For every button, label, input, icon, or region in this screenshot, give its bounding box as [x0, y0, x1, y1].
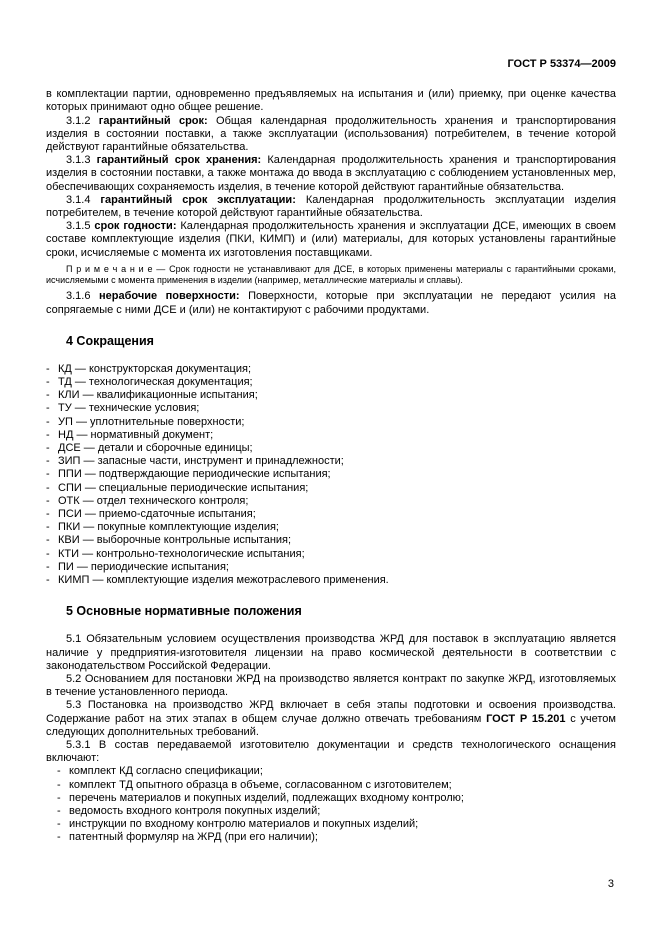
gost-reference: ГОСТ Р 15.201: [486, 712, 566, 725]
list-dash: -: [46, 415, 50, 428]
list-dash: -: [57, 804, 61, 817]
list-item: - КЛИ — квалификационные испытания;: [46, 389, 258, 402]
paragraph-5-2: 5.2 Основанием для постановки ЖРД на производство является контракт по закупке ЖРД, изготовляемых в течение установленного периода.: [46, 672, 616, 699]
list-item: - КД — конструкторская документация;: [46, 362, 251, 375]
term-3-1-2: [46, 115, 616, 155]
list-dash: -: [46, 521, 50, 534]
doc-number: ГОСТ Р 53374—2009: [507, 58, 616, 70]
term-definition: Поверхности, которые при эксплуатации не передают усилия на сопрягаемые с ними ДСЕ и (или) не контактируют с рабочими продуктами.: [46, 290, 616, 316]
term-3-1-4: [46, 194, 616, 220]
term-number: 3.1.6: [66, 290, 91, 303]
paragraph-5-3-1: 5.3.1 В состав передаваемой изготовителю документации и средств технологического оснащения включают:: [46, 738, 616, 765]
term-definition: Календарная продолжительность хранения и транспортирования изделия в состоянии поставки, а также монтажа до ввода в эксплуатацию с соблюдением установленных мер, обеспечивающих сохраняемость изделия, в течение которой действуют гарантийные обязательства.: [46, 154, 616, 193]
list-item: - КВИ — выборочные контрольные испытания;: [46, 534, 292, 547]
term-number: 3.1.2: [66, 114, 91, 127]
documentation-list: [46, 765, 616, 844]
section-4-title: 4 Сокращения: [66, 333, 154, 348]
list-item: - инструкции по входному контролю материалов и покупных изделий;: [57, 818, 419, 831]
list-item: - ДСЕ — детали и сборочные единицы;: [46, 442, 253, 455]
list-dash: -: [46, 508, 50, 521]
term-3-1-5: [46, 220, 616, 260]
list-dash: -: [57, 831, 61, 844]
term-number: 3.1.5: [66, 220, 91, 233]
list-dash: -: [46, 402, 50, 415]
page-content: [46, 58, 616, 845]
list-item: - патентный формуляр на ЖРД (при его наличии);: [57, 831, 318, 844]
list-dash: -: [46, 494, 50, 507]
term-name: срок годности:: [94, 220, 177, 233]
paragraph-5-3: 5.3 Постановка на производство ЖРД включает в себя этапы подготовки и освоения производства. Содержание работ на этих этапах в общем случае должно отвечать требованиям ГОСТ Р 15.201 с учетом следующих дополнительных требований.: [46, 699, 616, 738]
term-3-1-3: [46, 154, 616, 194]
term-name: гарантийный срок:: [98, 114, 208, 127]
list-dash: -: [46, 574, 50, 587]
intro-paragraph: в комплектации партии, одновременно предъявляемых на испытания и (или) приемку, при оценке качества которых принимают одно общее решение.: [46, 88, 616, 114]
term-number: 3.1.3: [66, 154, 91, 167]
list-item: - ПКИ — покупные комплектующие изделия;: [46, 521, 279, 534]
list-item: - ПСИ — приемо-сдаточные испытания;: [46, 508, 256, 521]
list-item: - комплект ТД опытного образца в объеме, согласованном с изготовителем;: [57, 778, 452, 791]
list-item: - ОТК — отдел технического контроля;: [46, 494, 249, 507]
list-dash: -: [46, 389, 50, 402]
list-item: - ПИ — периодические испытания;: [46, 560, 229, 573]
list-item: - ТУ — технические условия;: [46, 402, 200, 415]
list-item: - ведомость входного контроля покупных изделий;: [57, 804, 321, 817]
section-5-title: 5 Основные нормативные положения: [66, 604, 302, 619]
list-item: - СПИ — специальные периодические испытания;: [46, 481, 309, 494]
list-item: - УП — уплотнительные поверхности;: [46, 415, 245, 428]
list-item: - КТИ — контрольно-технологические испытания;: [46, 547, 305, 560]
term-name: гарантийный срок хранения:: [96, 154, 262, 167]
term-3-1-6: [46, 290, 616, 316]
list-dash: -: [57, 778, 61, 791]
term-definition: Общая календарная продолжительность хранения и транспортирования изделия в состоянии поставки, а также эксплуатации (использования) потребителем, в течение которой действуют гарантийные обязательства.: [46, 114, 616, 154]
list-dash: -: [46, 442, 50, 455]
list-dash: -: [46, 362, 50, 375]
list-item: - перечень материалов и покупных изделий, подлежащих входному контролю;: [57, 791, 464, 804]
list-item: - КИМП — комплектующие изделия межотраслевого применения.: [46, 574, 389, 587]
list-dash: -: [57, 791, 61, 804]
term-definition: Календарная продолжительность эксплуатации изделия потребителем, в течение которой действуют гарантийные обязательства.: [46, 193, 616, 220]
list-dash: -: [46, 547, 50, 560]
list-dash: -: [46, 534, 50, 547]
abbreviations-list: [46, 363, 616, 587]
list-dash: -: [46, 376, 50, 389]
list-item: - ППИ — подтверждающие периодические испытания;: [46, 468, 331, 481]
doc-header: [46, 58, 616, 71]
term-number: 3.1.4: [66, 193, 91, 206]
list-dash: -: [57, 765, 61, 778]
list-item: - комплект КД согласно спецификации;: [57, 765, 263, 778]
list-dash: -: [46, 428, 50, 441]
list-dash: -: [46, 455, 50, 468]
list-item: - ЗИП — запасные части, инструмент и принадлежности;: [46, 455, 344, 468]
list-dash: -: [46, 481, 50, 494]
list-dash: -: [46, 560, 50, 573]
page-number: 3: [607, 878, 614, 890]
list-item: - НД — нормативный документ;: [46, 428, 214, 441]
term-name: гарантийный срок эксплуатации:: [100, 193, 296, 206]
list-dash: -: [57, 818, 61, 831]
list-dash: -: [46, 468, 50, 481]
note-paragraph: П р и м е ч а н и е — Срок годности не устанавливают для ДСЕ, в которых применены материалы с гарантийными сроками, исчисляемыми с момента применения в изделии (например, металлические материалы и сплавы).: [46, 263, 616, 286]
term-definition: Календарная продолжительность хранения и эксплуатации ДСЕ, имеющих в своем составе комплектующие изделия (ПКИ, КИМП) и (или) материалы, для которых установлены гарантийные сроки, исчисляемые с момента их изготовления поставщиками.: [46, 220, 616, 259]
paragraph-5-1: 5.1 Обязательным условием осуществления производства ЖРД для поставок в эксплуатацию является наличие у предприятия-изготовителя лицензии на право космической деятельности в соответствии с законодательством Российской Федерации.: [46, 633, 616, 672]
term-name: нерабочие поверхности:: [98, 290, 240, 303]
list-item: - ТД — технологическая документация;: [46, 376, 253, 389]
